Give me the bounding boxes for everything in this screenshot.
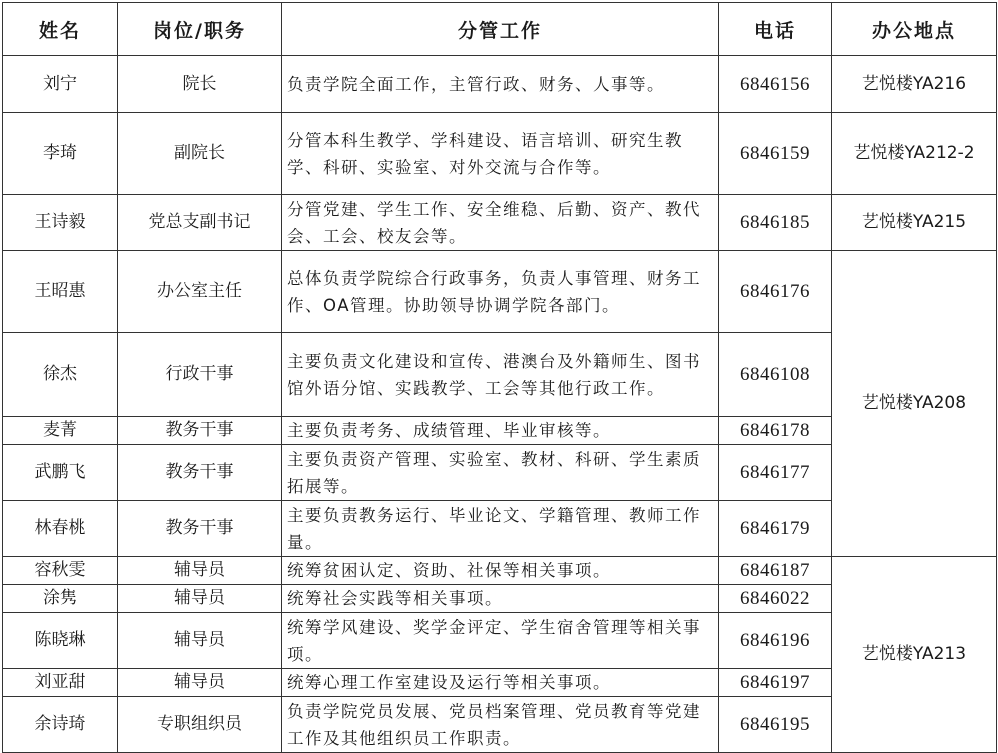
name-cell: 李琦 [3, 113, 118, 195]
phone-cell: 6846187 [719, 557, 832, 585]
duty-cell: 负责学院全面工作，主管行政、财务、人事等。 [282, 56, 719, 113]
table-row [3, 113, 997, 195]
duty-cell: 负责学院党员发展、党员档案管理、党员教育等党建工作及其他组织员工作职责。 [282, 697, 719, 753]
position-cell: 行政干事 [118, 333, 282, 417]
name-cell: 容秋雯 [3, 557, 118, 585]
header-name: 姓名 [3, 3, 118, 56]
phone-cell: 6846178 [719, 417, 832, 445]
position-cell: 专职组织员 [118, 697, 282, 753]
table-row [3, 56, 997, 113]
office-cell: 艺悦楼YA213 [832, 557, 997, 753]
position-cell: 党总支副书记 [118, 195, 282, 251]
phone-cell: 6846196 [719, 613, 832, 669]
name-cell: 刘亚甜 [3, 669, 118, 697]
duty-cell: 主要负责文化建设和宣传、港澳台及外籍师生、图书馆外语分馆、实践教学、工会等其他行政工作。 [282, 333, 719, 417]
name-cell: 涂隽 [3, 585, 118, 613]
duty-cell: 主要负责资产管理、实验室、教材、科研、学生素质拓展等。 [282, 445, 719, 501]
table-row [3, 557, 997, 585]
phone-cell: 6846179 [719, 501, 832, 557]
name-cell: 王昭惠 [3, 251, 118, 333]
staff-directory-table [2, 2, 997, 753]
name-cell: 麦菁 [3, 417, 118, 445]
table-row [3, 251, 997, 333]
phone-cell: 6846197 [719, 669, 832, 697]
header-row [3, 3, 997, 56]
position-cell: 办公室主任 [118, 251, 282, 333]
position-cell: 辅导员 [118, 613, 282, 669]
position-cell: 教务干事 [118, 445, 282, 501]
duty-cell: 统筹心理工作室建设及运行等相关事项。 [282, 669, 719, 697]
position-cell: 教务干事 [118, 501, 282, 557]
phone-cell: 6846195 [719, 697, 832, 753]
office-cell: 艺悦楼YA212-2 [832, 113, 997, 195]
position-cell: 副院长 [118, 113, 282, 195]
header-position: 岗位/职务 [118, 3, 282, 56]
name-cell: 王诗毅 [3, 195, 118, 251]
name-cell: 陈晓琳 [3, 613, 118, 669]
phone-cell: 6846176 [719, 251, 832, 333]
position-cell: 教务干事 [118, 417, 282, 445]
name-cell: 余诗琦 [3, 697, 118, 753]
header-duty: 分管工作 [282, 3, 719, 56]
position-cell: 辅导员 [118, 585, 282, 613]
phone-cell: 6846177 [719, 445, 832, 501]
duty-cell: 统筹贫困认定、资助、社保等相关事项。 [282, 557, 719, 585]
duty-cell: 分管党建、学生工作、安全维稳、后勤、资产、教代会、工会、校友会等。 [282, 195, 719, 251]
phone-cell: 6846185 [719, 195, 832, 251]
duty-cell: 总体负责学院综合行政事务，负责人事管理、财务工作、OA管理。协助领导协调学院各部门。 [282, 251, 719, 333]
phone-cell: 6846108 [719, 333, 832, 417]
name-cell: 徐杰 [3, 333, 118, 417]
table-row [3, 195, 997, 251]
duty-cell: 统筹学风建设、奖学金评定、学生宿舍管理等相关事项。 [282, 613, 719, 669]
office-cell: 艺悦楼YA215 [832, 195, 997, 251]
header-phone: 电话 [719, 3, 832, 56]
duty-cell: 主要负责考务、成绩管理、毕业审核等。 [282, 417, 719, 445]
duty-cell: 分管本科生教学、学科建设、语言培训、研究生教学、科研、实验室、对外交流与合作等。 [282, 113, 719, 195]
position-cell: 辅导员 [118, 669, 282, 697]
position-cell: 院长 [118, 56, 282, 113]
phone-cell: 6846156 [719, 56, 832, 113]
duty-cell: 主要负责教务运行、毕业论文、学籍管理、教师工作量。 [282, 501, 719, 557]
duty-cell: 统筹社会实践等相关事项。 [282, 585, 719, 613]
phone-cell: 6846159 [719, 113, 832, 195]
name-cell: 刘宁 [3, 56, 118, 113]
office-cell: 艺悦楼YA216 [832, 56, 997, 113]
position-cell: 辅导员 [118, 557, 282, 585]
office-cell: 艺悦楼YA208 [832, 251, 997, 557]
name-cell: 林春桃 [3, 501, 118, 557]
header-office: 办公地点 [832, 3, 997, 56]
phone-cell: 6846022 [719, 585, 832, 613]
name-cell: 武鹏飞 [3, 445, 118, 501]
